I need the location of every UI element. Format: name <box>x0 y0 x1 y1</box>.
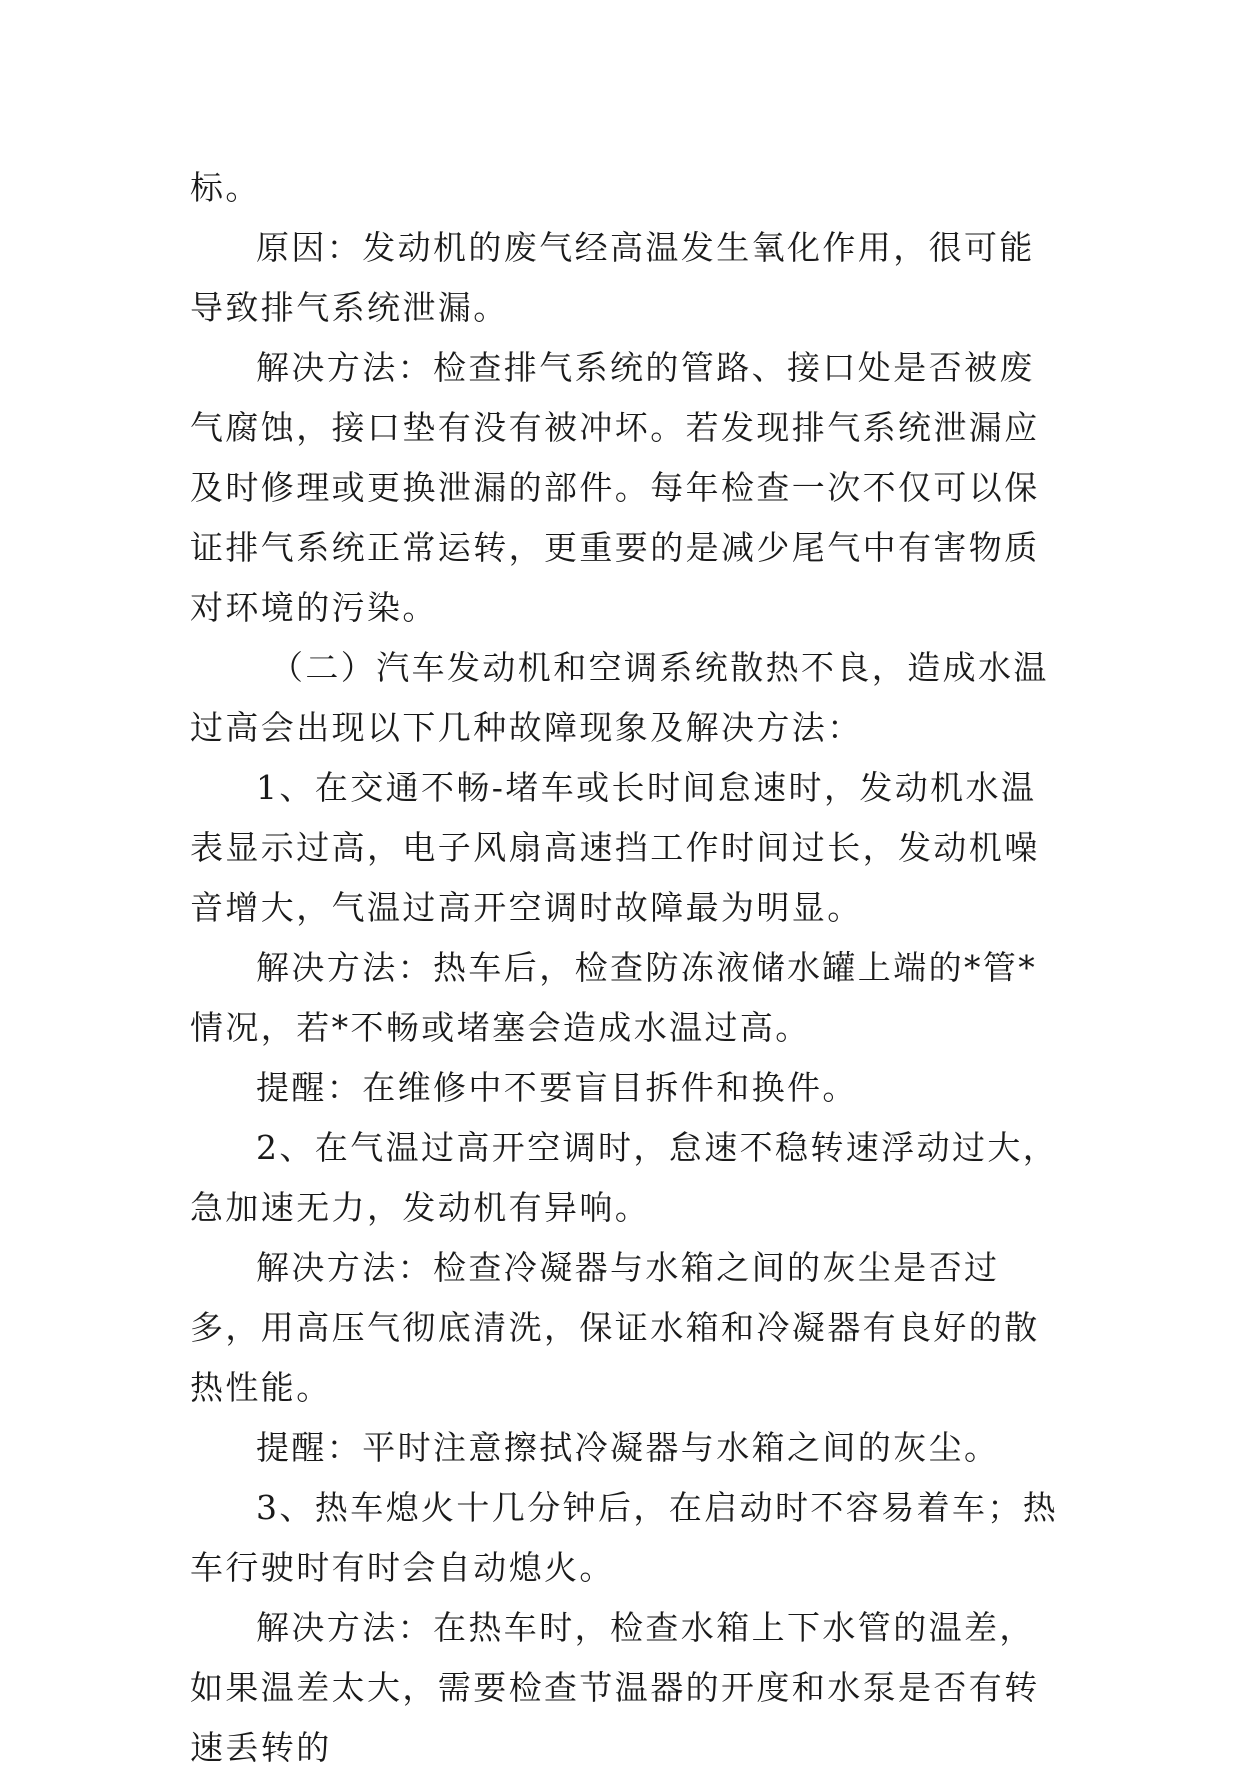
paragraph-solution-3: 解决方法：在热车时，检查水箱上下水管的温差，如果温差太大，需要检查节温器的开度和水泵是否有转速丢转的 <box>190 1608 1040 1767</box>
paragraph-fault-1: 1、在交通不畅-堵车或长时间怠速时，发动机水温表显示过高，电子风扇高速挡工作时间过长，发动机噪音增大，气温过高开空调时故障最为明显。 <box>190 768 1040 927</box>
paragraph-fault-3: 3、热车熄火十几分钟后，在启动时不容易着车；热车行驶时有时会自动熄火。 <box>190 1488 1059 1587</box>
paragraph-continuation: 标。 <box>190 168 261 207</box>
paragraph-cause: 原因：发动机的废气经高温发生氧化作用，很可能导致排气系统泄漏。 <box>190 228 1035 327</box>
document-body <box>190 158 1060 1778</box>
section-heading-cooling: （二）汽车发动机和空调系统散热不良，造成水温过高会出现以下几种故障现象及解决方法： <box>190 648 1049 747</box>
paragraph-solution-exhaust: 解决方法：检查排气系统的管路、接口处是否被废气腐蚀，接口垫有没有被冲坏。若发现排气系统泄漏应及时修理或更换泄漏的部件。每年检查一次不仅可以保证排气系统正常运转，更重要的是减少尾气中有害物质对环境的污染。 <box>190 348 1040 627</box>
paragraph-reminder-1: 提醒：在维修中不要盲目拆件和换件。 <box>256 1068 858 1107</box>
paragraph-reminder-2: 提醒：平时注意擦拭冷凝器与水箱之间的灰尘。 <box>256 1428 1000 1467</box>
paragraph-fault-2: 2、在气温过高开空调时，怠速不稳转速浮动过大，急加速无力，发动机有异响。 <box>190 1128 1059 1227</box>
paragraph-solution-1: 解决方法：热车后，检查防冻液储水罐上端的*管*情况，若*不畅或堵塞会造成水温过高。 <box>190 948 1038 1047</box>
paragraph-solution-2: 解决方法：检查冷凝器与水箱之间的灰尘是否过多，用高压气彻底清洗，保证水箱和冷凝器有良好的散热性能。 <box>190 1248 1040 1407</box>
